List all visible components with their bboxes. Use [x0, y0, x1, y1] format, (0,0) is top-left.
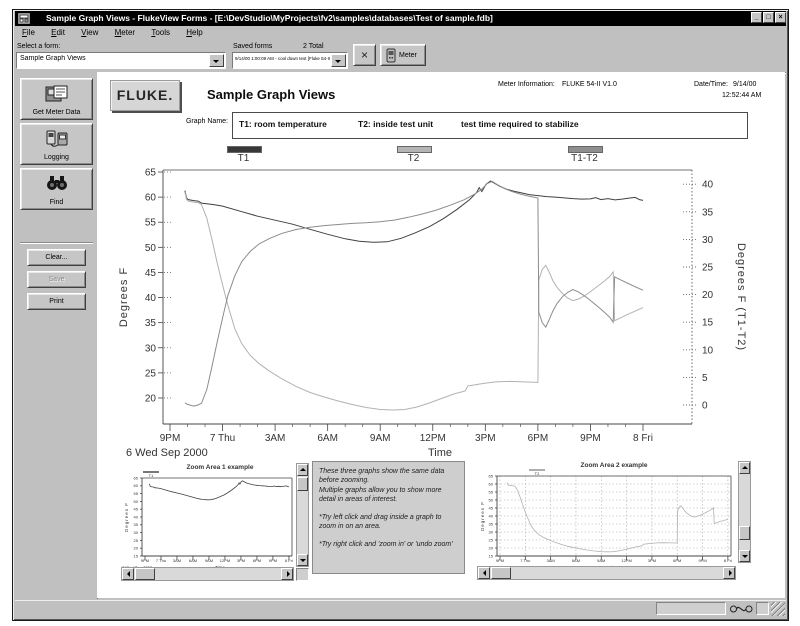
svg-text:12PM: 12PM	[419, 433, 446, 444]
meter-button-label: Meter	[399, 52, 417, 59]
svg-text:9PM: 9PM	[495, 558, 505, 563]
menu-tools[interactable]: Tools	[151, 28, 171, 37]
saved-forms-combobox-value: 9/14/00 1:00:09 AM - cool down test [Fluke 54-II	[235, 56, 331, 62]
svg-text:12PM: 12PM	[621, 558, 632, 563]
svg-text:55: 55	[133, 491, 138, 496]
scroll-down-icon[interactable]	[297, 554, 308, 566]
legend-label-t1: T1	[237, 153, 250, 164]
svg-text:30: 30	[702, 234, 714, 246]
graph-name-label: Graph Name:	[185, 118, 228, 125]
logging-label: Logging	[44, 154, 69, 161]
svg-text:6PM: 6PM	[252, 558, 262, 563]
save-button[interactable]: Save	[27, 271, 86, 288]
scroll-up-icon[interactable]	[297, 464, 308, 476]
menu-edit[interactable]: Edit	[51, 28, 65, 37]
svg-text:8 Fri: 8 Fri	[284, 558, 293, 563]
binoculars-icon	[21, 174, 92, 194]
zoom1-vscroll-thumb[interactable]	[297, 477, 308, 491]
page-title: Sample Graph Views	[207, 87, 336, 102]
svg-text:25: 25	[133, 537, 138, 543]
svg-text:25: 25	[144, 368, 156, 380]
legend-swatch-t1t2	[568, 146, 603, 153]
svg-text:40: 40	[702, 179, 714, 191]
svg-text:20: 20	[144, 393, 156, 405]
svg-text:T2: T2	[534, 471, 540, 476]
graph-name-seg1: T1: room temperature	[239, 119, 327, 129]
find-button[interactable]	[20, 168, 93, 210]
connection-status-icon	[729, 601, 754, 616]
svg-text:Time: Time	[427, 447, 453, 459]
svg-text:35: 35	[133, 522, 138, 528]
svg-text:25: 25	[702, 262, 714, 274]
svg-text:65: 65	[488, 473, 493, 479]
print-button[interactable]: Print	[27, 293, 86, 310]
menu-file[interactable]: File	[22, 28, 35, 37]
svg-text:3PM: 3PM	[475, 433, 496, 444]
svg-text:20: 20	[702, 290, 714, 302]
svg-text:3PM: 3PM	[236, 558, 246, 563]
logging-button[interactable]	[20, 123, 93, 165]
title-bar[interactable]	[15, 11, 786, 26]
svg-text:9PM: 9PM	[698, 558, 707, 563]
saved-total-label: 2 Total	[303, 43, 324, 50]
svg-text:6PM: 6PM	[673, 558, 682, 563]
svg-text:55: 55	[144, 217, 156, 229]
svg-text:15: 15	[702, 317, 714, 329]
window-title: Sample Graph Views - FlukeView Forms - [E:\DevStudio\MyProjects\fv2\samples\databases\Test of sample.fdb]	[46, 13, 493, 23]
scroll-left-icon[interactable]	[478, 567, 490, 579]
notes-line: *Try left click and drag inside a graph to zoom in on an area.	[319, 513, 442, 531]
svg-text:3AM: 3AM	[172, 558, 182, 563]
app-icon	[18, 13, 30, 24]
scroll-left-icon[interactable]	[122, 568, 134, 580]
legend-label-t1t2: T1-T2	[571, 153, 598, 164]
svg-text:Zoom Area 2 example: Zoom Area 2 example	[580, 462, 648, 469]
select-form-label: Select a form:	[17, 43, 61, 50]
form-combobox-arrow[interactable]	[209, 54, 224, 67]
svg-text:Degrees F (T1-T2): Degrees F (T1-T2)	[735, 242, 747, 352]
svg-text:6 Wed Sep 2000: 6 Wed Sep 2000	[126, 447, 208, 459]
form-combobox[interactable]	[16, 52, 226, 69]
svg-text:25: 25	[488, 537, 493, 543]
legend-label-t2: T2	[407, 153, 420, 164]
svg-text:40: 40	[144, 293, 156, 305]
svg-text:0: 0	[702, 400, 708, 412]
svg-text:6PM: 6PM	[527, 433, 549, 444]
svg-text:35: 35	[488, 521, 493, 527]
svg-text:35: 35	[702, 207, 714, 219]
meter-info-label: Meter Information:	[498, 81, 555, 88]
svg-text:3AM: 3AM	[264, 433, 286, 444]
svg-text:3AM: 3AM	[546, 558, 555, 563]
clear-button[interactable]: Clear...	[27, 249, 86, 266]
find-label: Find	[49, 199, 64, 206]
scroll-down-icon[interactable]	[739, 550, 750, 562]
zoom1-hscrollbar[interactable]	[121, 567, 294, 581]
svg-text:65: 65	[144, 167, 156, 179]
zoom1-scroll-corner	[296, 568, 309, 581]
notes-line: These three graphs show the same data before zooming.	[319, 468, 445, 485]
menu-help[interactable]: Help	[186, 28, 203, 37]
svg-text:6AM: 6AM	[571, 558, 581, 563]
svg-text:20: 20	[133, 545, 138, 551]
date-value: 9/14/00	[733, 81, 757, 88]
svg-text:60: 60	[488, 481, 493, 487]
svg-text:9AM: 9AM	[369, 433, 391, 444]
zoom1-hscroll-thumb[interactable]	[135, 568, 155, 580]
svg-text:7 Thu: 7 Thu	[209, 433, 236, 444]
svg-text:3PM: 3PM	[647, 558, 657, 563]
chevron-down-icon	[213, 60, 219, 66]
menu-view[interactable]: View	[81, 28, 99, 37]
svg-text:6AM: 6AM	[188, 558, 198, 563]
sidebar-divider	[20, 242, 93, 243]
svg-text:15: 15	[488, 553, 493, 559]
zoom2-vscrollbar[interactable]	[738, 461, 751, 563]
svg-text:50: 50	[488, 497, 493, 503]
get-meter-data-button[interactable]	[20, 78, 93, 120]
notes-line: Multiple graphs allow you to show more detail in areas of interest.	[319, 486, 442, 504]
saved-forms-combobox-arrow[interactable]	[331, 54, 346, 67]
svg-text:60: 60	[133, 483, 138, 489]
saved-forms-label: Saved forms	[233, 43, 273, 50]
main-chart[interactable]	[110, 160, 760, 462]
svg-text:30: 30	[144, 343, 156, 355]
svg-text:8 Fri: 8 Fri	[632, 433, 653, 444]
svg-text:45: 45	[133, 506, 138, 512]
graph-name-seg3: test time required to stabilize	[461, 119, 579, 129]
notes-box	[312, 461, 465, 574]
svg-text:7 Thu: 7 Thu	[155, 558, 167, 563]
svg-text:Degrees F: Degrees F	[124, 501, 129, 533]
zoom2-hscrollbar[interactable]	[477, 566, 736, 580]
graph-name-seg2: T2: inside test unit	[358, 119, 434, 129]
close-button[interactable]: ×	[775, 12, 786, 23]
scroll-up-icon[interactable]	[739, 462, 750, 474]
graph-name-field[interactable]	[232, 112, 748, 139]
scroll-right-icon[interactable]	[723, 567, 735, 579]
svg-text:Degrees F: Degrees F	[480, 500, 485, 532]
svg-text:35: 35	[144, 318, 156, 330]
svg-text:9PM: 9PM	[580, 433, 601, 444]
svg-text:Degrees F: Degrees F	[118, 266, 130, 328]
svg-text:12PM: 12PM	[219, 558, 231, 563]
saved-forms-combobox[interactable]	[232, 52, 348, 69]
svg-text:T1: T1	[148, 473, 154, 478]
svg-text:15: 15	[133, 553, 138, 559]
svg-text:8 Fri: 8 Fri	[723, 558, 732, 563]
resize-grip[interactable]	[771, 602, 785, 616]
status-panel	[656, 602, 726, 615]
meter-data-icon	[21, 84, 92, 106]
svg-text:6AM: 6AM	[317, 433, 338, 444]
svg-text:9PM: 9PM	[159, 433, 181, 444]
chevron-down-icon	[335, 60, 341, 66]
scroll-right-icon[interactable]	[281, 568, 293, 580]
meter-icon	[386, 48, 396, 63]
meter-info-value: FLUKE 54-II V1.0	[562, 81, 617, 88]
svg-text:40: 40	[133, 514, 138, 520]
svg-text:50: 50	[144, 242, 156, 254]
svg-text:45: 45	[144, 267, 156, 279]
svg-text:9PM: 9PM	[140, 558, 150, 563]
legend-swatch-t1	[227, 146, 262, 153]
svg-text:9AM: 9AM	[597, 558, 606, 563]
svg-text:45: 45	[488, 505, 493, 511]
svg-text:7 Thu: 7 Thu	[520, 558, 531, 563]
svg-text:9PM: 9PM	[268, 558, 278, 563]
logging-icon	[21, 129, 92, 151]
notes-line: *Try right click and 'zoom in' or 'undo zoom'	[319, 540, 453, 548]
zoom2-hscroll-thumb[interactable]	[491, 567, 511, 579]
svg-text:55: 55	[488, 489, 493, 495]
svg-text:Zoom Area 1 example: Zoom Area 1 example	[186, 464, 254, 471]
zoom1-vscrollbar[interactable]	[296, 463, 309, 567]
svg-text:65: 65	[133, 475, 138, 481]
svg-text:30: 30	[133, 530, 138, 535]
fluke-logo: FLUKE.	[110, 80, 180, 111]
svg-text:10: 10	[702, 345, 714, 357]
svg-text:50: 50	[133, 498, 138, 504]
menu-bar	[15, 26, 786, 40]
svg-text:20: 20	[488, 545, 493, 551]
zoom-area-2-chart[interactable]	[477, 459, 736, 583]
minimize-button[interactable]: _	[751, 12, 762, 23]
svg-text:60: 60	[144, 192, 156, 204]
svg-text:5: 5	[702, 372, 708, 384]
svg-text:40: 40	[488, 513, 493, 519]
zoom2-vscroll-thumb[interactable]	[739, 526, 750, 540]
datetime-label: Date/Time:	[694, 81, 728, 88]
legend-swatch-t2	[397, 146, 432, 153]
status-panel-small	[756, 602, 769, 615]
menu-meter[interactable]: Meter	[114, 28, 136, 37]
svg-text:30: 30	[488, 529, 493, 535]
meter-button[interactable]	[380, 44, 426, 66]
form-combobox-value: Sample Graph Views	[20, 55, 86, 62]
time-value: 12:52:44 AM	[722, 92, 762, 99]
get-meter-data-label: Get Meter Data	[32, 109, 81, 116]
maximize-button[interactable]: □	[763, 12, 774, 23]
delete-saved-form-button[interactable]: ×	[353, 44, 376, 66]
svg-text:9AM: 9AM	[204, 558, 214, 563]
